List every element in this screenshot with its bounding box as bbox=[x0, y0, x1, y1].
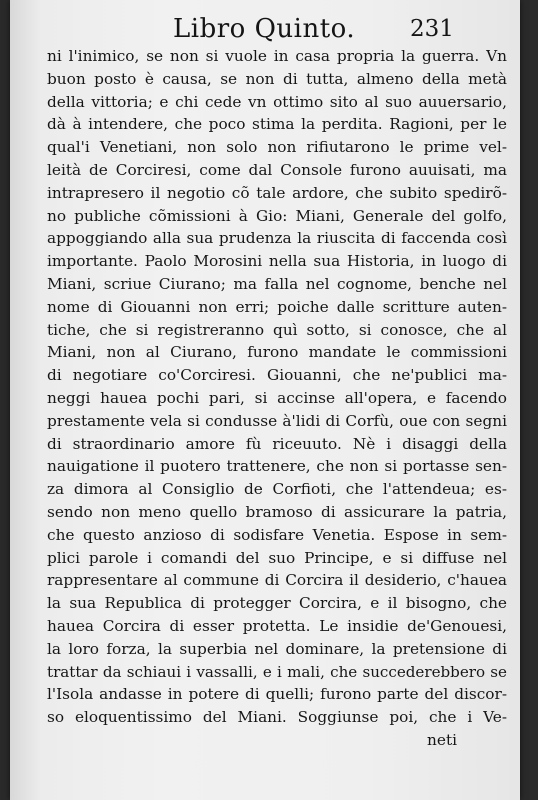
text-line: prestamente vela si condusse à'lidi di Corfù, oue con segni bbox=[47, 411, 507, 430]
text-line: sendo non meno quello bramoso di assicurare la patria, bbox=[47, 502, 507, 521]
catchword: neti bbox=[427, 730, 457, 749]
text-line: trattar da schiaui i vassalli, e i mali, che succederebbero se bbox=[47, 662, 507, 681]
text-line: nome di Giouanni non erri; poiche dalle scritture auten- bbox=[47, 297, 507, 316]
text-line: la loro forza, la superbia nel dominare, la pretensione di bbox=[47, 639, 507, 658]
text-line: za dimora al Consiglio de Corfioti, che l'attendeua; es- bbox=[47, 480, 507, 499]
text-line: ni l'inimico, se non si vuole in casa propria la guerra. Vn bbox=[47, 47, 507, 65]
text-line: di negotiare co'Corciresi. Giouanni, che ne'publici ma- bbox=[47, 366, 507, 385]
text-line: Miani, non al Ciurano, furono mandate le commissioni bbox=[47, 343, 507, 362]
text-line: Miani, scriue Ciurano; ma falla nel cognome, benche nel bbox=[47, 274, 507, 293]
text-line: no publiche cõmissioni à Gio: Miani, Generale del golfo, bbox=[47, 206, 507, 225]
text-line: della vittoria; e chi cede vn ottimo sito al suo auuersario, bbox=[47, 92, 507, 111]
text-line: nauigatione il puotero trattenere, che non si portasse sen- bbox=[47, 457, 507, 476]
book-page bbox=[10, 0, 520, 800]
body-text bbox=[47, 45, 507, 752]
text-line: dà à intendere, che poco stima la perdita. Ragioni, per le bbox=[47, 115, 507, 134]
text-line: che questo anzioso di sodisfare Venetia. Espose in sem- bbox=[47, 525, 507, 544]
text-line: neggi hauea pochi pari, si accinse all'opera, e facendo bbox=[47, 388, 507, 407]
text-line: buon posto è causa, se non di tutta, almeno della metà bbox=[47, 69, 507, 88]
running-head-title: Libro Quinto. bbox=[173, 14, 356, 44]
text-line: hauea Corcira di esser protetta. Le insidie de'Genouesi, bbox=[47, 616, 507, 635]
text-line: la sua Republica di protegger Corcira, e il bisogno, che bbox=[47, 594, 507, 613]
text-line: l'Isola andasse in potere di quelli; furono parte del discor- bbox=[47, 685, 507, 704]
text-line: di straordinario amore fù riceuuto. Nè i disaggi della bbox=[47, 434, 507, 453]
running-head bbox=[10, 8, 520, 44]
page-number: 231 bbox=[410, 16, 454, 42]
text-line: importante. Paolo Morosini nella sua Historia, in luogo di bbox=[47, 252, 507, 271]
text-line: rappresentare al commune di Corcira il desiderio, c'hauea bbox=[47, 571, 507, 590]
text-line: appoggiando alla sua prudenza la riuscita di faccenda così bbox=[47, 229, 507, 248]
text-line: tiche, che si registreranno quì sotto, si conosce, che al bbox=[47, 320, 507, 339]
text-line: leità de Corciresi, come dal Console furono auuisati, ma bbox=[47, 160, 507, 179]
text-line: so eloquentissimo del Miani. Soggiunse poi, che i Ve- bbox=[47, 708, 507, 727]
text-line: qual'i Venetiani, non solo non rifiutarono le prime vel- bbox=[47, 138, 507, 157]
text-line: intrapresero il negotio cõ tale ardore, che subito spedirõ- bbox=[47, 183, 507, 202]
text-line: plici parole i comandi del suo Principe, e si diffuse nel bbox=[47, 548, 507, 567]
